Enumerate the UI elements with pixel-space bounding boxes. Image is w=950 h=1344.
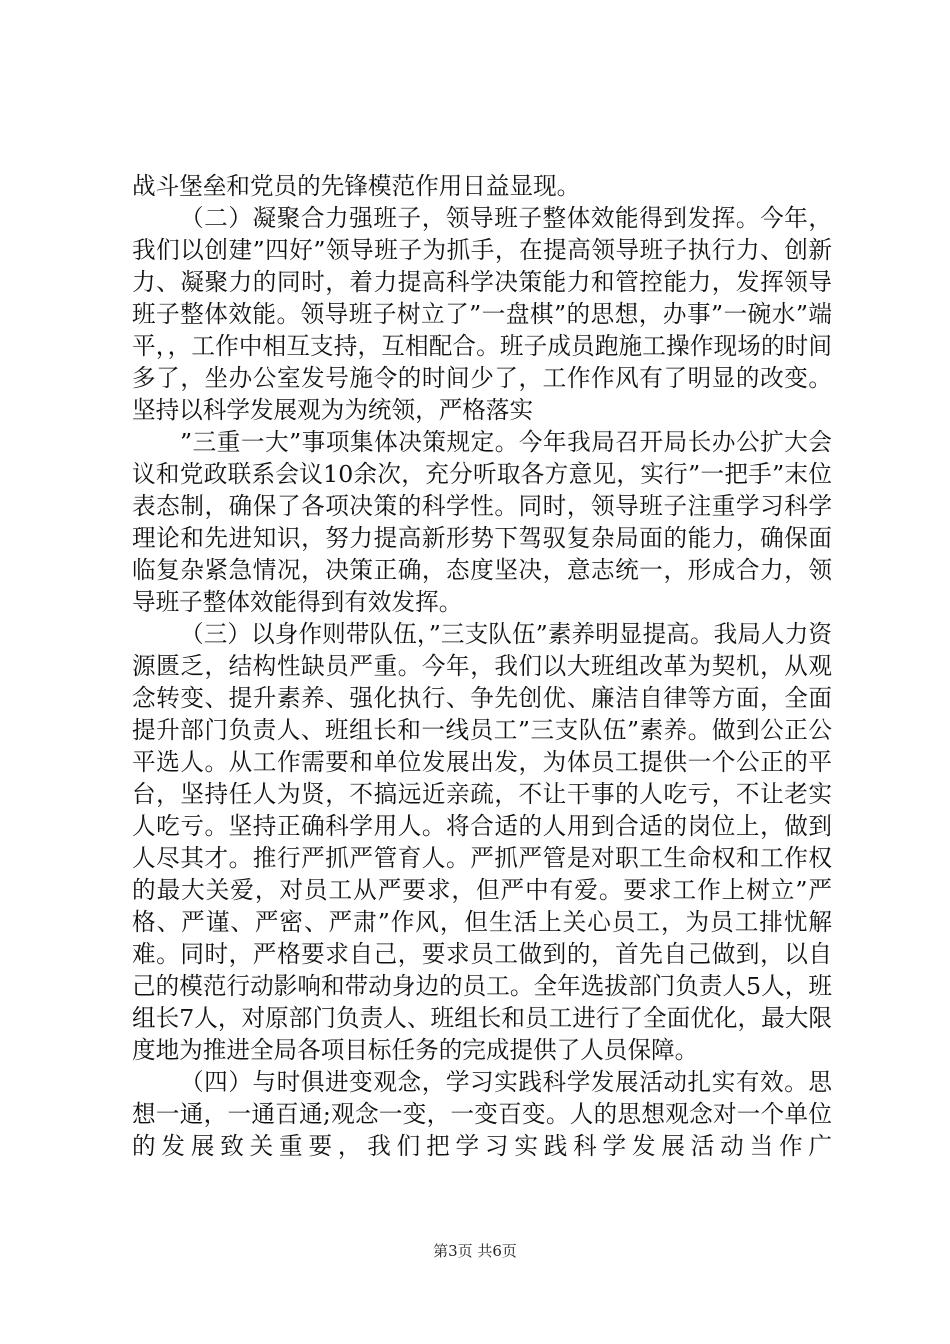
page-footer: 第3页 共6页 — [433, 1242, 517, 1260]
paragraph-decision-rules: ”三重一大”事项集体决策规定。今年我局召开局长办公扩大会议和党政联系会议10余次，充分听取各方意见，实行”一把手”末位表态制，确保了各项决策的科学性。同时，领导班子注重学习科学理论和先进知识，努力提高新形势下驾驭复杂局面的能力，确保面临复杂紧急情况，决策正确，态度坚决，意志统一，形成合力，领导班子整体效能得到有效发挥。 — [132, 428, 832, 616]
paragraph-section-4: （四）与时俱进变观念，学习实践科学发展活动扎实有效。思想一通，一通百通;观念一变，一变百变。人的思想观念对一个单位的发展致关重要，我们把学习实践科学发展活动当作广 — [132, 1068, 832, 1160]
paragraph-continuation: 战斗堡垒和党员的先锋模范作用日益显现。 — [132, 172, 581, 200]
body-text — [132, 170, 832, 1162]
paragraph-section-3: （三）以身作则带队伍，”三支队伍”素养明显提高。我局人力资源匮乏，结构性缺员严重。今年，我们以大班组改革为契机，从观念转变、提升素养、强化执行、争先创优、廉洁自律等方面，全面提升部门负责人、班组长和一线员工”三支队伍”素养。做到公正公平选人。从工作需要和单位发展出发，为体员工提供一个公正的平台，坚持任人为贤，不搞远近亲疏，不让干事的人吃亏，不让老实人吃亏。坚持正确科学用人。将合适的人用到合适的岗位上，做到人尽其才。推行严抓严管育人。严抓严管是对职工生命权和工作权的最大关爱，对员工从严要求，但严中有爱。要求工作上树立”严格、严谨、严密、严肃”作风，但生活上关心员工，为员工排忧解难。同时，严格要求自己，要求员工做到的，首先自己做到，以自己的模范行动影响和带动身边的员工。全年选拔部门负责人5人，班组长7人，对原部门负责人、班组长和员工进行了全面优化，最大限度地为推进全局各项目标任务的完成提供了人员保障。 — [132, 620, 832, 1064]
paragraph-section-2: （二）凝聚合力强班子，领导班子整体效能得到发挥。今年，我们以创建”四好”领导班子为抓手，在提高领导班子执行力、创新力、凝聚力的同时，着力提高科学决策能力和管控能力，发挥领导班子整体效能。领导班子树立了”一盘棋”的思想，办事”一碗水”端平，，工作中相互支持，互相配合。班子成员跑施工操作现场的时间多了，坐办公室发号施令的时间少了，工作作风有了明显的改变。坚持以科学发展观为为统领，严格落实 — [132, 204, 832, 424]
